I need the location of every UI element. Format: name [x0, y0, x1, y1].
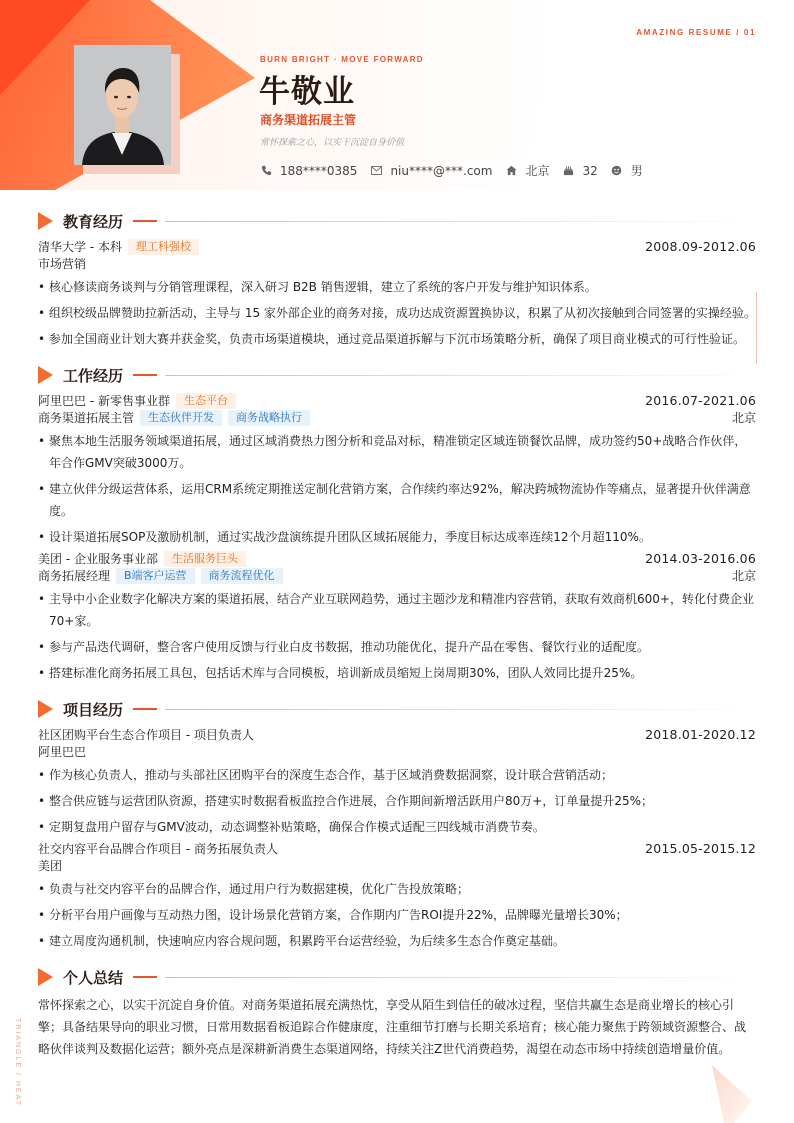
job-location: 北京: [731, 411, 756, 425]
summary-section: [38, 966, 756, 1060]
phone-value: 188****0385: [280, 163, 358, 178]
section-divider: [165, 709, 756, 710]
section-header: [38, 210, 756, 232]
job-subheader: [38, 567, 756, 584]
slogan: BURN BRIGHT · MOVE FORWARD: [260, 55, 424, 64]
list-item: • 组织校级品牌赞助拉新活动，主导与 15 家外部企业的商务对接，成功达成资源置换协议，积累了从初次接触到合同签署的实操经验。: [38, 302, 756, 324]
section-title: 个人总结: [63, 968, 124, 987]
company-tag: 生态平台: [176, 393, 236, 409]
candidate-role: 商务渠道拓展主管: [260, 113, 357, 127]
list-item: • 参与产品迭代调研，整合客户使用反馈与行业白皮书数据，推动功能优化，提升产品在零售、餐饮行业的适配度。: [38, 636, 756, 658]
gender-icon: [611, 165, 623, 177]
company-name: 美团 - 企业服务事业部: [38, 552, 158, 566]
education-bullets: [38, 276, 756, 350]
section-header: [38, 364, 756, 386]
project-org-row: [38, 857, 756, 874]
contact-bar: [260, 162, 656, 179]
school-tag: 理工科强校: [128, 239, 199, 255]
job-bullets: [38, 430, 756, 548]
project-name: 社交内容平台品牌合作项目 - 商务拓展负责人: [38, 842, 278, 856]
gender-value: 男: [630, 164, 643, 178]
contact-phone: [260, 164, 357, 178]
summary-text: 常怀探索之心，以实干沉淀自身价值。对商务渠道拓展充满热忱，享受从陌生到信任的破冰过程，坚信共赢生态是商业增长的核心引擎；具备结果导向的职业习惯，日常用数据看板追踪合作健康度，注重细节打磨与长期关系培育；核心能力聚焦于跨领域资源整合、战略伙伴谈判及数据化运营；额外亮点是深耕新消费生态渠道网络，持续关注Z世代消费趋势，渴望在动态市场中持续创造增量价值。: [38, 998, 747, 1056]
skill-tag: B端客户运营: [116, 568, 195, 584]
section-dash: [133, 708, 157, 710]
job-date: 2016.07-2021.06: [645, 393, 756, 408]
project-bullets: [38, 764, 756, 838]
project-header: [38, 726, 756, 743]
section-header: [38, 966, 756, 988]
school-name: 清华大学 - 本科: [38, 240, 122, 254]
list-item: • 设计渠道拓展SOP及激励机制，通过实战沙盘演练提升团队区域拓展能力，季度目标达成率连续12个月超110%。: [38, 526, 756, 548]
job-bullets: [38, 588, 756, 684]
triangle-icon: [38, 212, 53, 230]
motto: 常怀探索之心，以实干沉淀自身价值: [260, 138, 405, 148]
avatar-image: [74, 45, 171, 165]
skill-tag: 生态伙伴开发: [140, 410, 222, 426]
list-item: • 主导中小企业数字化解决方案的渠道拓展，结合产业互联网趋势，通过主题沙龙和精准内容营销，获取有效商机600+，转化付费企业70+家。: [38, 588, 756, 632]
job-position: 商务拓展经理: [38, 569, 111, 583]
list-item: • 搭建标准化商务拓展工具包，包括话术库与合同模板，培训新成员缩短上岗周期30%，团队人效同比提升25%。: [38, 662, 756, 684]
section-title: 工作经历: [63, 366, 124, 385]
project-bullets: [38, 878, 756, 952]
company-tag: 生活服务巨头: [164, 551, 246, 567]
cake-icon: [562, 165, 574, 177]
section-title: 项目经历: [63, 700, 124, 719]
section-dash: [133, 374, 157, 376]
profile-photo: [74, 45, 180, 174]
job-header: [38, 392, 756, 409]
contact-age: [562, 164, 597, 178]
corner-decoration: [674, 1053, 794, 1123]
list-item: • 作为核心负责人，推动与头部社区团购平台的深度生态合作，基于区域消费数据洞察，设计联合营销活动；: [38, 764, 756, 786]
project-org: 美团: [38, 859, 63, 873]
section-dash: [133, 220, 157, 222]
education-row: [38, 238, 756, 255]
education-date: 2008.09-2012.06: [645, 239, 756, 254]
list-item: • 建立伙伴分级运营体系，运用CRM系统定期推送定制化营销方案，合作续约率达92%，解决跨城物流协作等痛点，显著提升伙伴满意度。: [38, 478, 756, 522]
phone-icon: [260, 165, 272, 177]
list-item: • 聚焦本地生活服务领域渠道拓展，通过区域消费热力图分析和竞品对标，精准锁定区域连锁餐饮品牌，成功签约50+战略合作伙伴，年合作GMV突破3000万。: [38, 430, 756, 474]
contact-gender: [611, 162, 643, 179]
job-subheader: [38, 409, 756, 426]
list-item: • 核心修读商务谈判与分销管理课程，深入研习 B2B 销售逻辑，建立了系统的客户开发与维护知识体系。: [38, 276, 756, 298]
location-value: 北京: [525, 164, 550, 178]
major: 市场营销: [38, 257, 87, 271]
contact-location: [505, 162, 549, 179]
job-header: [38, 550, 756, 567]
mail-icon: [370, 165, 382, 177]
triangle-icon: [38, 700, 53, 718]
job-location: 北京: [731, 569, 756, 583]
triangle-icon: [38, 968, 53, 986]
education-section: [38, 210, 756, 350]
project-date: 2018.01-2020.12: [645, 727, 756, 742]
list-item: • 整合供应链与运营团队资源，搭建实时数据看板监控合作进展，合作期间新增活跃用户80万+，订单量提升25%；: [38, 790, 756, 812]
list-item: • 参加全国商业计划大赛并获金奖，负责市场渠道模块，通过竞品渠道拆解与下沉市场策略分析，确保了项目商业模式的可行性验证。: [38, 328, 756, 350]
section-divider: [165, 221, 756, 222]
section-title: 教育经历: [63, 212, 124, 231]
company-name: 阿里巴巴 - 新零售事业群: [38, 394, 170, 408]
list-item: • 分析平台用户画像与互动热力图，设计场景化营销方案，合作期内广告ROI提升22%，品牌曝光量增长30%；: [38, 904, 756, 926]
avatar: [74, 45, 171, 165]
job-date: 2014.03-2016.06: [645, 551, 756, 566]
project-name: 社区团购平台生态合作项目 - 项目负责人: [38, 728, 254, 742]
project-header: [38, 840, 756, 857]
contact-email: [370, 164, 492, 178]
projects-section: [38, 698, 756, 952]
list-item: • 建立周度沟通机制，快速响应内容合规问题，积累跨平台运营经验，为后续多生态合作奠定基础。: [38, 930, 756, 952]
triangle-icon: [38, 366, 53, 384]
section-divider: [165, 375, 756, 376]
skill-tag: 商务战略执行: [228, 410, 310, 426]
candidate-name: 牛敬业: [259, 74, 355, 110]
section-divider: [165, 977, 756, 978]
list-item: • 定期复盘用户留存与GMV波动，动态调整补贴策略，确保合作模式适配三四线城市消费节奏。: [38, 816, 756, 838]
skill-tag: 商务流程优化: [201, 568, 283, 584]
project-org-row: [38, 743, 756, 760]
home-icon: [505, 165, 517, 177]
major-row: [38, 255, 756, 272]
section-header: [38, 698, 756, 720]
job-position: 商务渠道拓展主管: [38, 411, 135, 425]
section-dash: [133, 976, 157, 978]
top-tag: AMAZING RESUME / 01: [636, 28, 756, 37]
email-value: niu****@***.com: [390, 163, 493, 178]
project-org: 阿里巴巴: [38, 745, 87, 759]
side-vertical-text: TRIANGLE / HEAT: [14, 1018, 21, 1107]
list-item: • 负责与社交内容平台的品牌合作，通过用户行为数据建模，优化广告投放策略；: [38, 878, 756, 900]
project-date: 2015.05-2015.12: [645, 841, 756, 856]
age-value: 32: [582, 163, 598, 178]
side-accent-line: [756, 292, 757, 364]
work-section: [38, 364, 756, 684]
